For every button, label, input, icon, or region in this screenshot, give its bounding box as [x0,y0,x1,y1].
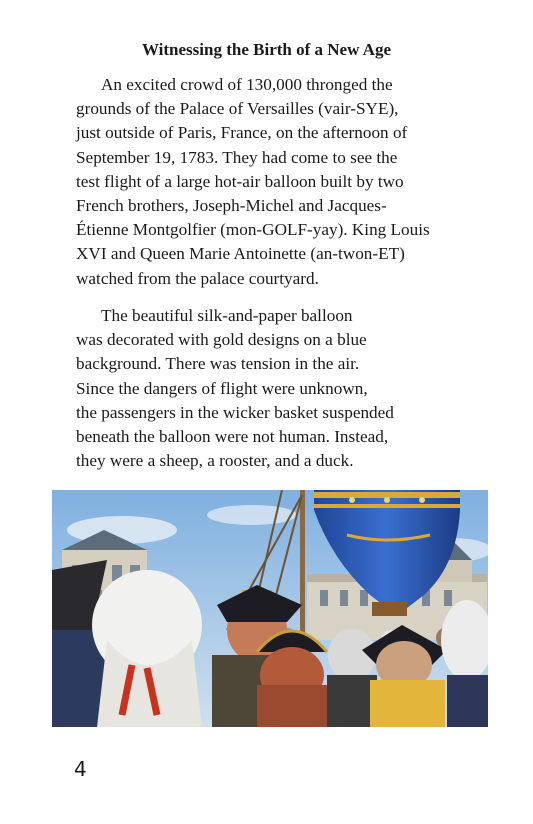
figure-wig-gray [327,629,377,727]
balloon-crowd-illustration [52,490,488,727]
text-line: watched from the palace courtyard. [76,268,319,288]
text-line: background. There was tension in the air. [76,354,360,374]
text-line: Étienne Montgolfier (mon-GOLF-yay). King Louis [76,220,430,240]
figure-white-bonnet [92,570,202,727]
figure-black-tricorn-gold [257,631,327,727]
page-heading: Witnessing the Birth of a New Age [141,40,391,59]
text-line: beneath the balloon were not human. Instead, [76,427,389,447]
text-line: they were a sheep, a rooster, and a duck. [76,451,354,471]
text-line: the passengers in the wicker basket suspended [76,402,394,422]
figure-white-wig-right [441,600,488,727]
mast-pole [300,490,305,640]
text-line: just outside of Paris, France, on the afternoon of [76,123,408,143]
paragraph-2 [76,304,476,473]
page-number: 4 [74,757,87,781]
cloud [207,505,297,525]
text-line: The beautiful silk-and-paper balloon [101,306,353,325]
text-line: French brothers, Joseph-Michel and Jacques- [76,196,387,216]
illustration-svg [52,490,488,727]
text-line: grounds of the Palace of Versailles (vair-SYE), [76,99,399,119]
text-line: An excited crowd of 130,000 thronged the [101,75,393,94]
text-line: Since the dangers of flight were unknown, [76,378,368,398]
text-line: was decorated with gold designs on a blue [76,330,367,350]
paragraph-1 [76,73,476,291]
text-line: September 19, 1783. They had come to see the [76,147,398,167]
text-line: test flight of a large hot-air balloon built by two [76,171,404,191]
text-line: XVI and Queen Marie Antoinette (an-twon-ET) [76,244,405,264]
